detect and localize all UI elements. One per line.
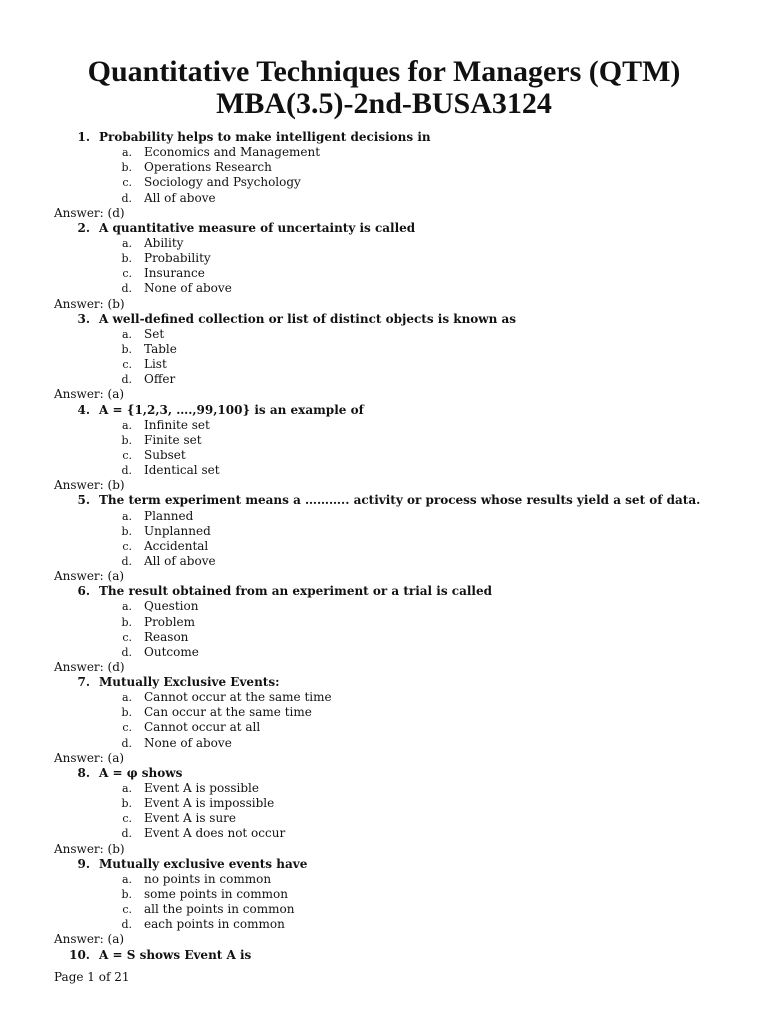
option-text: Infinite set bbox=[144, 417, 210, 432]
question-row bbox=[0, 493, 768, 508]
answer-text: Answer: (a) bbox=[54, 387, 125, 402]
question-row bbox=[0, 675, 768, 690]
option-row bbox=[0, 342, 768, 357]
option-row bbox=[0, 160, 768, 175]
option-letter: c. bbox=[122, 539, 132, 553]
question-text: Mutually Exclusive Events: bbox=[99, 675, 280, 690]
option-row bbox=[0, 145, 768, 160]
option-row bbox=[0, 191, 768, 206]
answer-row bbox=[0, 206, 768, 221]
question-text: The result obtained from an experiment or a trial is called bbox=[99, 584, 493, 599]
answer-row bbox=[0, 932, 768, 947]
question-item bbox=[0, 675, 768, 766]
question-text: A = S shows Event A is bbox=[99, 947, 252, 962]
answer-text: Answer: (b) bbox=[54, 841, 125, 856]
question-item bbox=[0, 948, 768, 963]
question-row bbox=[0, 584, 768, 599]
option-row bbox=[0, 554, 768, 569]
option-letter: d. bbox=[121, 918, 132, 932]
option-text: Identical set bbox=[144, 463, 220, 478]
option-letter: a. bbox=[121, 782, 132, 796]
option-letter: b. bbox=[121, 524, 132, 538]
question-text: A quantitative measure of uncertainty is called bbox=[99, 220, 416, 235]
option-letter: d. bbox=[121, 827, 132, 841]
answer-text: Answer: (a) bbox=[54, 569, 125, 584]
question-item bbox=[0, 221, 768, 312]
option-row bbox=[0, 645, 768, 660]
option-letter: d. bbox=[121, 645, 132, 659]
option-letter: c. bbox=[122, 812, 132, 826]
answer-row bbox=[0, 751, 768, 766]
question-item bbox=[0, 403, 768, 494]
answer-text: Answer: (a) bbox=[54, 932, 125, 947]
answer-row bbox=[0, 478, 768, 493]
option-text: each points in common bbox=[144, 917, 285, 932]
option-row bbox=[0, 433, 768, 448]
question-text: A well-defined collection or list of distinct objects is known as bbox=[99, 311, 517, 326]
option-letter: d. bbox=[121, 736, 132, 750]
option-letter: c. bbox=[122, 903, 132, 917]
option-letter: c. bbox=[122, 721, 132, 735]
option-letter: d. bbox=[121, 282, 132, 296]
option-row bbox=[0, 448, 768, 463]
option-row bbox=[0, 736, 768, 751]
question-row bbox=[0, 948, 768, 963]
document-subtitle: MBA(3.5)-2nd-BUSA3124 bbox=[216, 87, 552, 120]
option-text: Economics and Management bbox=[144, 145, 321, 160]
option-letter: c. bbox=[122, 176, 132, 190]
question-text: A = {1,2,3, ….,99,100} is an example of bbox=[99, 402, 364, 417]
answer-text: Answer: (d) bbox=[54, 659, 125, 674]
option-letter: b. bbox=[121, 615, 132, 629]
option-text: Probability bbox=[144, 251, 211, 266]
option-text: Cannot occur at the same time bbox=[144, 690, 332, 705]
option-text: Question bbox=[144, 599, 199, 614]
option-row bbox=[0, 418, 768, 433]
option-row bbox=[0, 372, 768, 387]
option-text: Insurance bbox=[144, 266, 205, 281]
question-list bbox=[0, 130, 768, 963]
question-number: 8. bbox=[77, 765, 90, 780]
option-row bbox=[0, 599, 768, 614]
option-letter: c. bbox=[122, 630, 132, 644]
option-row bbox=[0, 826, 768, 841]
question-number: 5. bbox=[77, 493, 90, 508]
question-number: 4. bbox=[77, 402, 90, 417]
question-item bbox=[0, 130, 768, 221]
answer-text: Answer: (b) bbox=[54, 478, 125, 493]
option-letter: b. bbox=[121, 433, 132, 447]
option-letter: d. bbox=[121, 554, 132, 568]
option-text: no points in common bbox=[144, 871, 272, 886]
option-text: Event A is sure bbox=[144, 811, 237, 826]
option-row bbox=[0, 463, 768, 478]
answer-row bbox=[0, 387, 768, 402]
option-row bbox=[0, 781, 768, 796]
option-letter: a. bbox=[121, 327, 132, 341]
question-item bbox=[0, 312, 768, 403]
option-row bbox=[0, 690, 768, 705]
option-text: Problem bbox=[144, 614, 196, 629]
option-text: Subset bbox=[144, 447, 186, 462]
option-text: Reason bbox=[144, 629, 189, 644]
option-letter: a. bbox=[121, 236, 132, 250]
option-row bbox=[0, 327, 768, 342]
option-letter: a. bbox=[121, 872, 132, 886]
option-text: Offer bbox=[144, 372, 176, 387]
option-letter: a. bbox=[121, 691, 132, 705]
option-text: Finite set bbox=[144, 432, 202, 447]
option-letter: b. bbox=[121, 342, 132, 356]
option-text: Event A is impossible bbox=[144, 796, 275, 811]
option-letter: d. bbox=[121, 191, 132, 205]
option-text: Event A does not occur bbox=[144, 826, 286, 841]
option-text: Sociology and Psychology bbox=[144, 175, 301, 190]
option-row bbox=[0, 251, 768, 266]
page-number: Page 1 of 21 bbox=[54, 970, 130, 984]
question-number: 2. bbox=[77, 220, 90, 235]
option-text: Cannot occur at all bbox=[144, 720, 261, 735]
option-text: All of above bbox=[144, 553, 216, 568]
option-text: None of above bbox=[144, 735, 232, 750]
answer-text: Answer: (d) bbox=[54, 205, 125, 220]
option-text: All of above bbox=[144, 190, 216, 205]
option-text: Planned bbox=[144, 508, 194, 523]
option-text: Ability bbox=[144, 235, 184, 250]
option-text: None of above bbox=[144, 281, 232, 296]
option-text: Set bbox=[144, 326, 165, 341]
option-row bbox=[0, 720, 768, 735]
answer-row bbox=[0, 297, 768, 312]
option-letter: c. bbox=[122, 267, 132, 281]
option-letter: c. bbox=[122, 358, 132, 372]
question-row bbox=[0, 221, 768, 236]
option-row bbox=[0, 811, 768, 826]
option-text: some points in common bbox=[144, 887, 288, 902]
option-text: Accidental bbox=[144, 538, 209, 553]
option-row bbox=[0, 630, 768, 645]
answer-text: Answer: (a) bbox=[54, 750, 125, 765]
option-letter: d. bbox=[121, 464, 132, 478]
question-number: 3. bbox=[77, 311, 90, 326]
option-row bbox=[0, 281, 768, 296]
question-item bbox=[0, 584, 768, 675]
option-text: all the points in common bbox=[144, 902, 295, 917]
option-row bbox=[0, 872, 768, 887]
option-letter: b. bbox=[121, 161, 132, 175]
answer-row bbox=[0, 842, 768, 857]
question-number: 9. bbox=[77, 856, 90, 871]
option-text: List bbox=[144, 357, 167, 372]
question-row bbox=[0, 766, 768, 781]
option-letter: b. bbox=[121, 797, 132, 811]
option-row bbox=[0, 175, 768, 190]
option-text: Unplanned bbox=[144, 523, 211, 538]
option-letter: d. bbox=[121, 373, 132, 387]
option-row bbox=[0, 902, 768, 917]
question-text: Probability helps to make intelligent decisions in bbox=[99, 130, 431, 144]
question-row bbox=[0, 857, 768, 872]
question-item bbox=[0, 766, 768, 857]
option-row bbox=[0, 357, 768, 372]
option-text: Outcome bbox=[144, 644, 199, 659]
answer-text: Answer: (b) bbox=[54, 296, 125, 311]
option-letter: a. bbox=[121, 600, 132, 614]
option-row bbox=[0, 796, 768, 811]
option-text: Event A is possible bbox=[144, 781, 259, 796]
option-row bbox=[0, 509, 768, 524]
document-title: Quantitative Techniques for Managers (QTM) bbox=[87, 55, 681, 88]
question-row bbox=[0, 403, 768, 418]
question-number: 6. bbox=[77, 584, 90, 599]
option-letter: a. bbox=[121, 146, 132, 160]
answer-row bbox=[0, 569, 768, 584]
option-row bbox=[0, 236, 768, 251]
question-number: 1. bbox=[77, 130, 90, 144]
option-letter: a. bbox=[121, 509, 132, 523]
option-letter: b. bbox=[121, 706, 132, 720]
question-text: The term experiment means a ……….. activity or process whose results yield a set of data. bbox=[99, 493, 701, 508]
option-row bbox=[0, 917, 768, 932]
option-letter: a. bbox=[121, 418, 132, 432]
question-number: 7. bbox=[77, 675, 90, 690]
answer-row bbox=[0, 660, 768, 675]
option-letter: b. bbox=[121, 888, 132, 902]
question-row bbox=[0, 130, 768, 145]
option-row bbox=[0, 266, 768, 281]
question-number: 10. bbox=[69, 947, 90, 962]
question-text: Mutually exclusive events have bbox=[99, 856, 308, 871]
option-text: Can occur at the same time bbox=[144, 705, 312, 720]
option-letter: c. bbox=[122, 448, 132, 462]
option-row bbox=[0, 705, 768, 720]
question-text: A = φ shows bbox=[99, 765, 183, 780]
option-text: Table bbox=[144, 341, 177, 356]
question-item bbox=[0, 857, 768, 948]
option-row bbox=[0, 887, 768, 902]
option-text: Operations Research bbox=[144, 160, 272, 175]
question-item bbox=[0, 493, 768, 584]
option-row bbox=[0, 524, 768, 539]
option-row bbox=[0, 615, 768, 630]
option-row bbox=[0, 539, 768, 554]
question-row bbox=[0, 312, 768, 327]
option-letter: b. bbox=[121, 252, 132, 266]
